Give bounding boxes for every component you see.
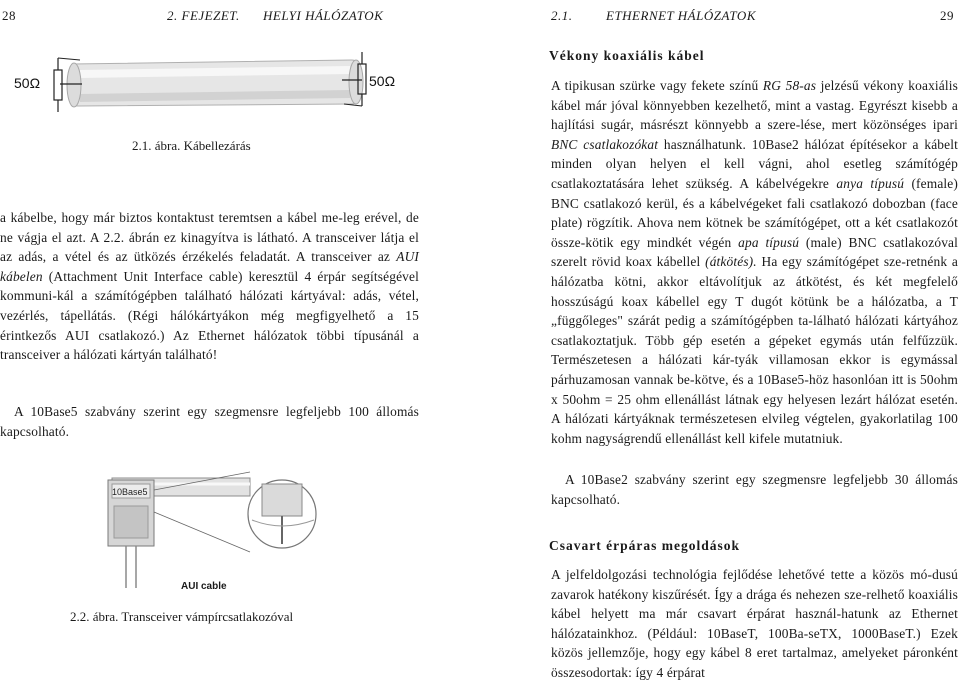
bnc-term: BNC csatlakozókat <box>551 136 659 152</box>
text-run: Ha egy számítógépet sze-retnénk a hálózatba kötni, akkor eltávolítjuk az átkötést, és két megfelelő hosszúságú koax kábellel egy T dugót kötünk be a hálózatba, a T „függőleges" szárát pedig a számítógépben ta-lálható hálózati kártyához csatlakoztatjuk. Több gép esetén a gépeket egymás után felfűzzük. Természetesen a hálózati kár-tyák villamosan ekkor is egymással párhuzamosan vannak be-kötve, és a 10Base5-höz hasonlóan itt is 50ohm x 50ohm = 25 ohm ellenállást látnak egy helyesen lezárt hálózat esetén. A hálózati kártyáknak természetesen elvileg végtelen, gyakorlatilag 100 kohm nagyságrendű ellenállást kell kifele mutatniuk. <box>551 254 958 446</box>
right-section-title: ETHERNET HÁLÓZATOK <box>606 8 756 23</box>
left-chapter-label: 2. FEJEZET. <box>167 8 240 23</box>
cable-body <box>67 60 363 107</box>
terminator-figure <box>0 36 420 132</box>
left-body-text <box>0 208 419 365</box>
transceiver-figure <box>100 462 320 600</box>
rg58-term: RG 58-as <box>762 78 817 93</box>
zoom-line-bottom <box>154 512 250 552</box>
left-body-part-1: a kábelbe, hogy már biztos kontaktust teremtsen a kábel me-leg erével, de ne vágja el azt. A 2.2. ábrán ez kinagyítva is látható. A transceiver látja el az adás, a vétel és az ütközés érzékelés feladatát. A transceiver az <box>0 210 419 265</box>
resistor-left-label: 50Ω <box>14 75 41 91</box>
aui-cable-label: AUI cable <box>181 581 227 592</box>
thin-coax-text <box>551 76 958 448</box>
section-heading-twisted-pair: Csavart érpáras megoldások <box>549 538 740 553</box>
jumper-term: (átkötés). <box>705 254 757 270</box>
female-term: anya típusú <box>836 175 905 191</box>
left-body-part-2: (Attachment Unit Interface cable) keresztül 4 érpár segítségével kommuni-kál a számítógépben található hálózati kártyával: adás, vétel, vezérlés, tápellátás. (Régi hálókártyákon még megfigyelhető a 15 érintkezős AUI csatlakozó.) Az Ethernet hálózatok többi típusánál a transceiver a hálózati kártyán található! <box>0 268 419 363</box>
figure-1-caption: 2.1. ábra. Kábellezárás <box>132 138 251 153</box>
aui-cable-drawing <box>126 546 136 588</box>
text-run: (female) BNC csatlakozó kerül, és a kábelvégeket fali csatlakozó dobozban (face plate) rögzítik. Ahova nem kötnek be számítógépet, ott a két csatlakozót össze-kötik egy mindkét végén <box>551 175 958 250</box>
twisted-pair-text: A jelfeldolgozási technológia fejlődése lehetővé tette a közös mó-dusú zavarok hatékony kiszűrését. Így a drága és nehezen sze-relhető koaxiális kábel helyett ma már csavart érpárat használ-hatunk az Ethernet hálózatainkhoz. (Például: 10BaseT, 100Ba-seTX, 1000BaseT.) Ezek közös jellemzője, hogy egy kábel 8 eret tartalmaz, amelyeket páronként összesodortak: így 4 érpárat <box>551 567 958 680</box>
right-page-number: 29 <box>940 8 954 23</box>
figure-2-caption: 2.2. ábra. Transceiver vámpírcsatlakozóval <box>70 609 294 624</box>
left-chapter-title: HELYI HÁLÓZATOK <box>263 8 384 23</box>
text-run: használhatunk. 10Base2 hálózat építésekor a kábelt minden olyan helyen el kell vágni, ahol esetleg számítógép csatlakoztatására lehet szükség. A kábelvégekre <box>551 136 958 191</box>
right-section-number: 2.1. <box>551 8 573 23</box>
resistor-right-label: 50Ω <box>369 73 396 89</box>
left-page-number: 28 <box>2 8 16 23</box>
box-label: 10Base5 <box>112 487 148 497</box>
male-term: apa típusú <box>738 234 800 250</box>
left-paragraph-2: A 10Base5 szabvány szerint egy szegmensre legfeljebb 100 állomás kapcsolható. <box>0 404 419 439</box>
text-run: (male) BNC csatlakozóval szerelt rövid koax kábellel <box>551 234 959 270</box>
text-run: A tipikusan szürke vagy fekete színű <box>551 78 763 93</box>
thin-coax-paragraph-2: A 10Base2 szabvány szerint egy szegmensre legfeljebb 30 állomás kapcsolható. <box>551 472 958 507</box>
text-run: jelzésű vékony koaxiális kábel már jóval könnyebben kezelhető, mint a vastag. Egyrészt kisebb a hajlítási sugár, másrészt könnyebb a szere-lése, mert közönséges ipari <box>551 78 958 133</box>
section-heading-thin-coax: Vékony koaxiális kábel <box>549 48 705 63</box>
aui-cable-term: AUI kábelen <box>0 249 419 284</box>
magnified-detail <box>248 480 316 548</box>
